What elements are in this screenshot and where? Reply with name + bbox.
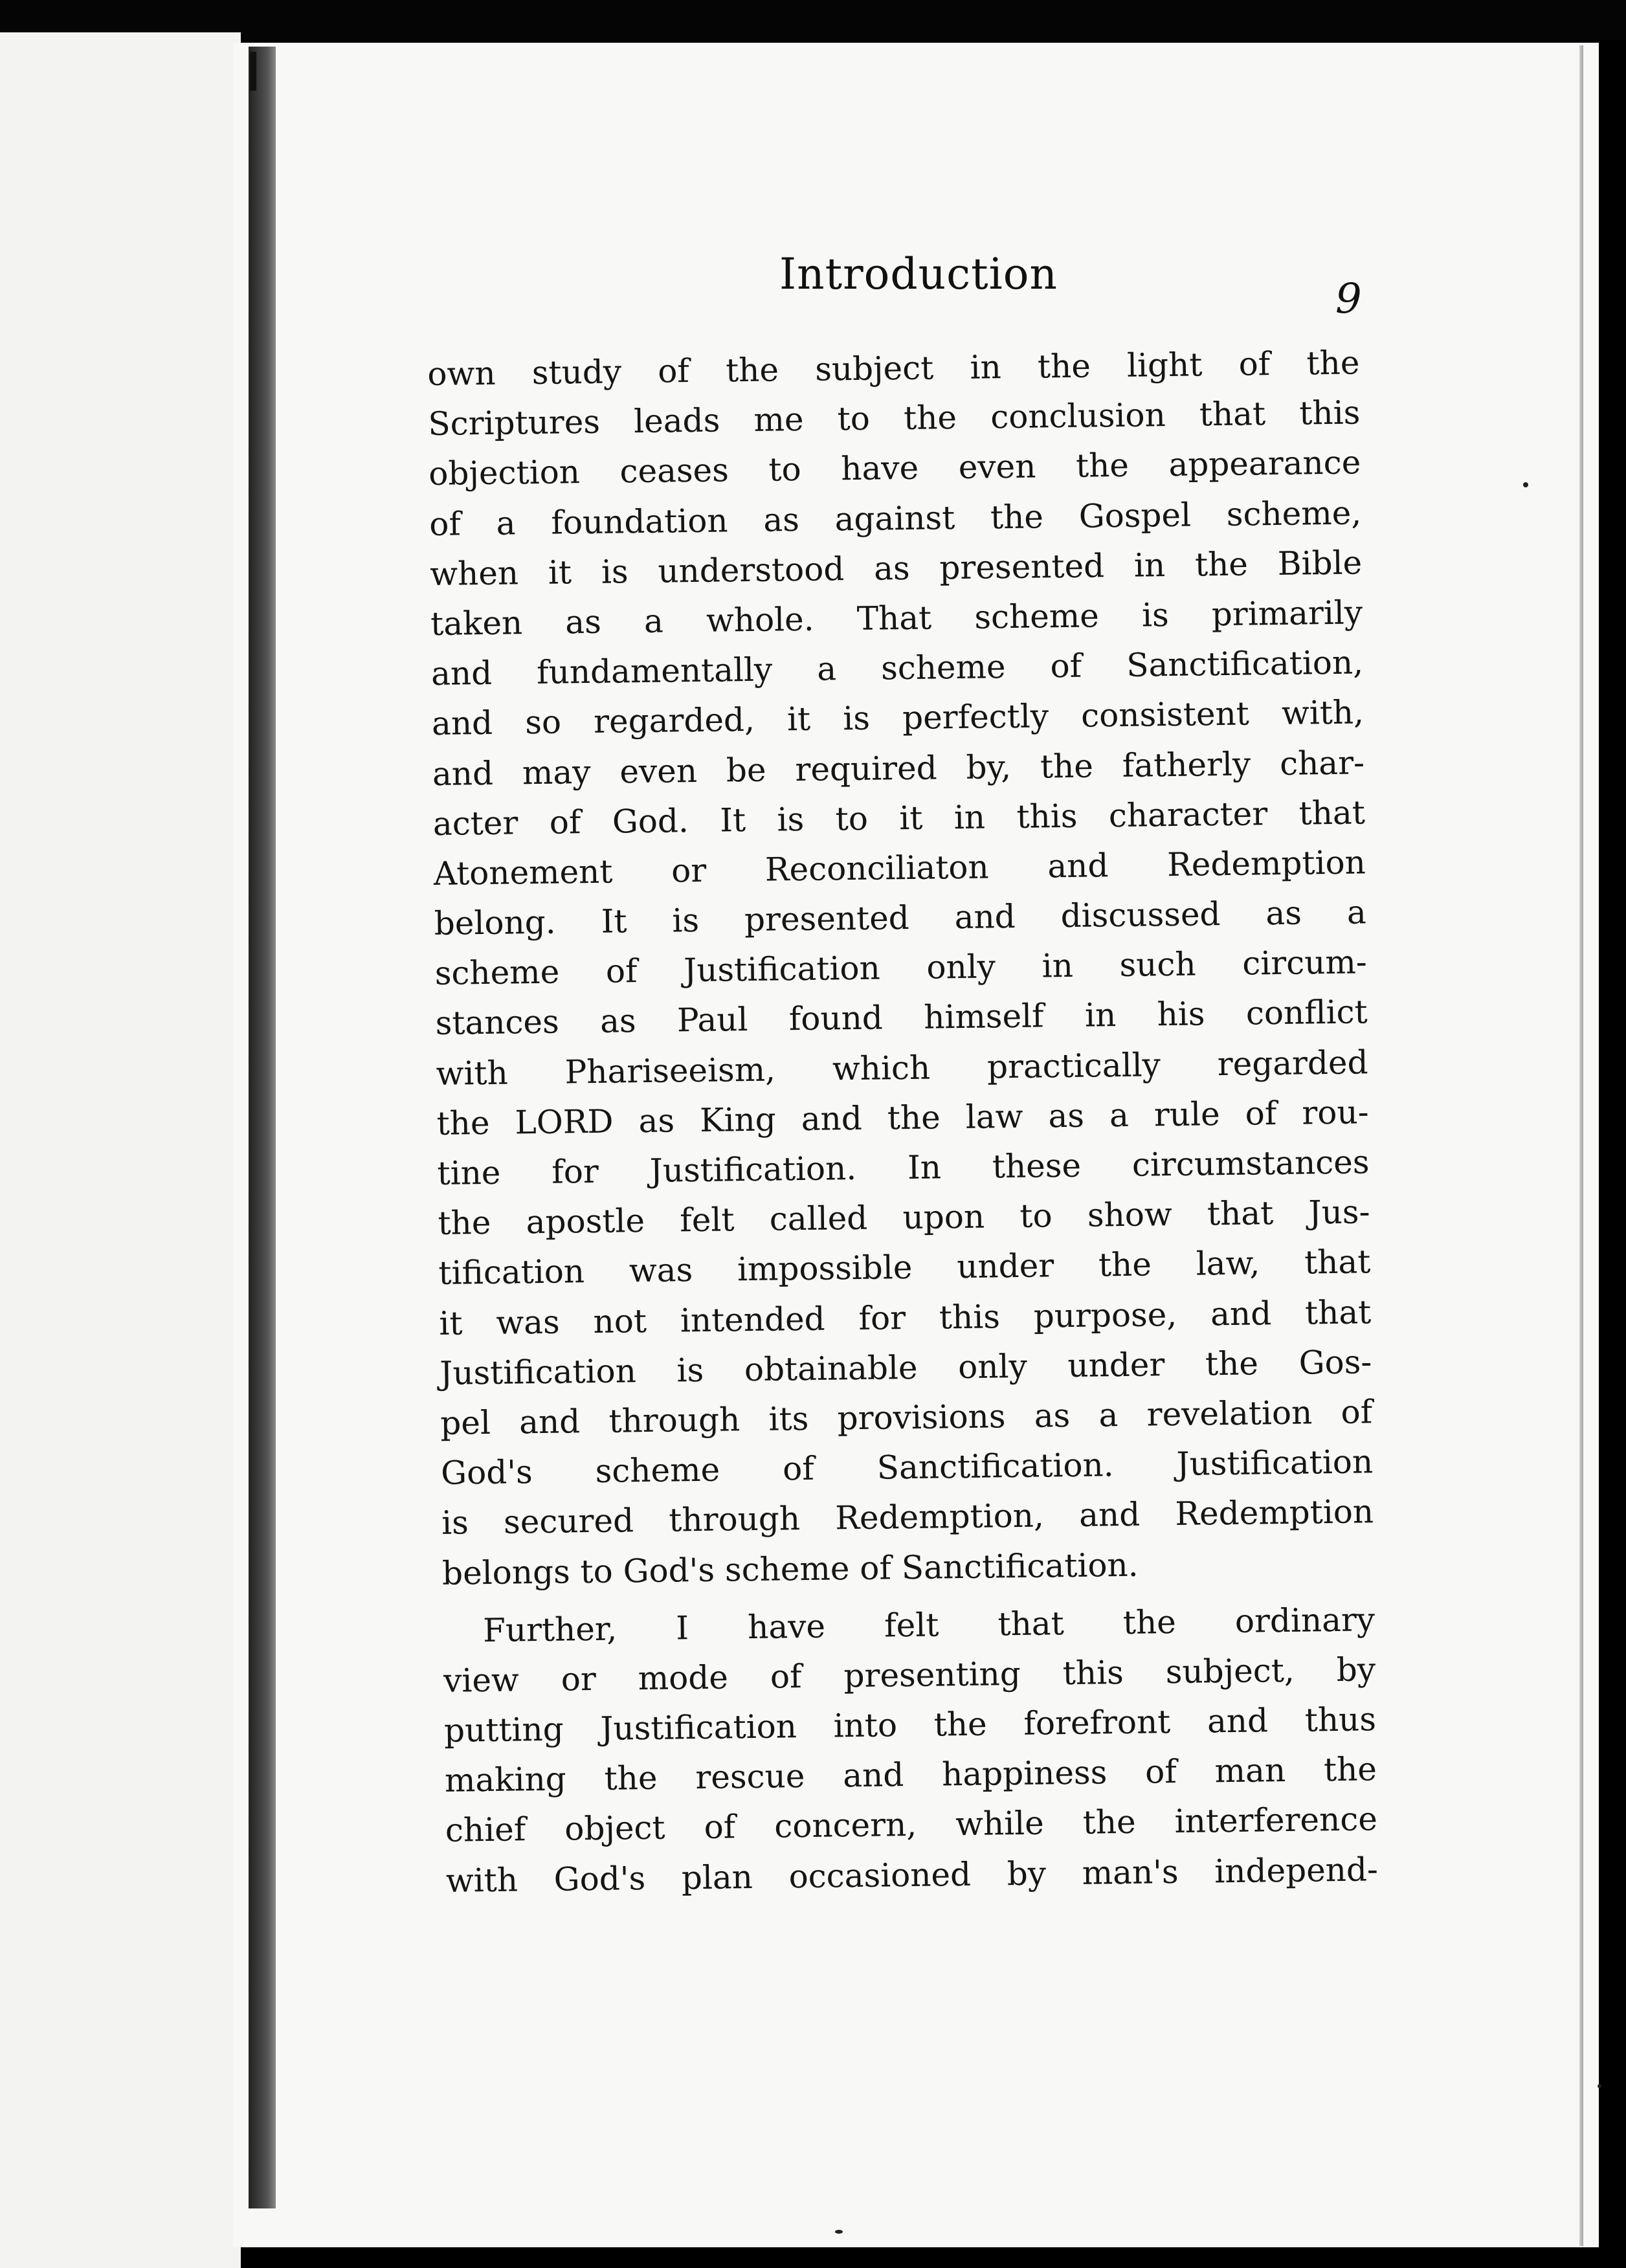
text-line: chief object of concern, while the interference (445, 1800, 1378, 1850)
text-line: with Phariseeism, which practically regarded (436, 1043, 1368, 1093)
text-line: belong. It is presented and discussed as a (434, 893, 1367, 942)
text-line: stances as Paul found himself in his conflict (435, 993, 1368, 1043)
text-line: tine for Justification. In these circumstances (437, 1143, 1370, 1192)
text-line: own study of the subject in the light of the (427, 344, 1360, 393)
text-line: and may even be required by, the fatherly char- (432, 743, 1365, 793)
text-line: view or mode of presenting this subject, by (443, 1651, 1376, 1700)
dust-speck (1523, 482, 1528, 487)
scan-right-border (1599, 40, 1626, 2268)
dust-speck (1598, 2084, 1601, 2088)
dust-speck (835, 2230, 843, 2234)
facing-page-edge (0, 32, 241, 2268)
text-line: with God's plan occasioned by man's independ- (445, 1850, 1379, 1900)
text-line: scheme of Justification only in such circum- (434, 943, 1368, 993)
text-line: making the rescue and happiness of man the (444, 1750, 1377, 1800)
text-line: the LORD as King and the law as a rule of rou- (436, 1093, 1369, 1142)
body-text (427, 338, 1378, 1906)
text-line: is secured through Redemption, and Redemption (441, 1493, 1374, 1542)
text-line: Atonement or Reconciliaton and Redemption (433, 843, 1366, 893)
text-line: it was not intended for this purpose, and that (439, 1293, 1372, 1342)
text-line: God's scheme of Sanctification. Justification (440, 1443, 1374, 1492)
book-gutter-shadow (249, 47, 276, 2208)
gutter-dark-mark (250, 52, 256, 91)
text-line: and fundamentally a scheme of Sanctification, (430, 643, 1364, 693)
text-line: putting Justification into the forefront and thus (443, 1700, 1377, 1750)
text-line: belongs to God's scheme of Sanctification. (441, 1546, 1139, 1592)
text-line: when it is understood as presented in the Bible (429, 544, 1363, 593)
scan-top-border (0, 0, 1626, 40)
text-line: the apostle felt called upon to show that Jus- (438, 1193, 1370, 1243)
text-line: and so regarded, it is perfectly consistent with, (431, 693, 1364, 743)
text-line: Further, I have felt that the ordinary (482, 1600, 1375, 1649)
text-line: acter of God. It is to it in this character that (432, 794, 1366, 843)
text-line: pel and through its provisions as a revelation of (440, 1393, 1373, 1442)
text-line: tification was impossible under the law, that (438, 1243, 1371, 1293)
text-line: Scriptures leads me to the conclusion that this (428, 394, 1361, 443)
page-edge-shadow (1579, 45, 1583, 2246)
text-line: of a foundation as against the Gospel scheme, (429, 493, 1362, 543)
text-line: objection ceases to have even the appearance (428, 443, 1361, 493)
text-line: Justification is obtainable only under the Gos- (439, 1343, 1372, 1392)
running-header-title: Introduction (779, 249, 1058, 299)
text-line: taken as a whole. That scheme is primarily (430, 594, 1363, 643)
page-number: 9 (1335, 275, 1362, 323)
